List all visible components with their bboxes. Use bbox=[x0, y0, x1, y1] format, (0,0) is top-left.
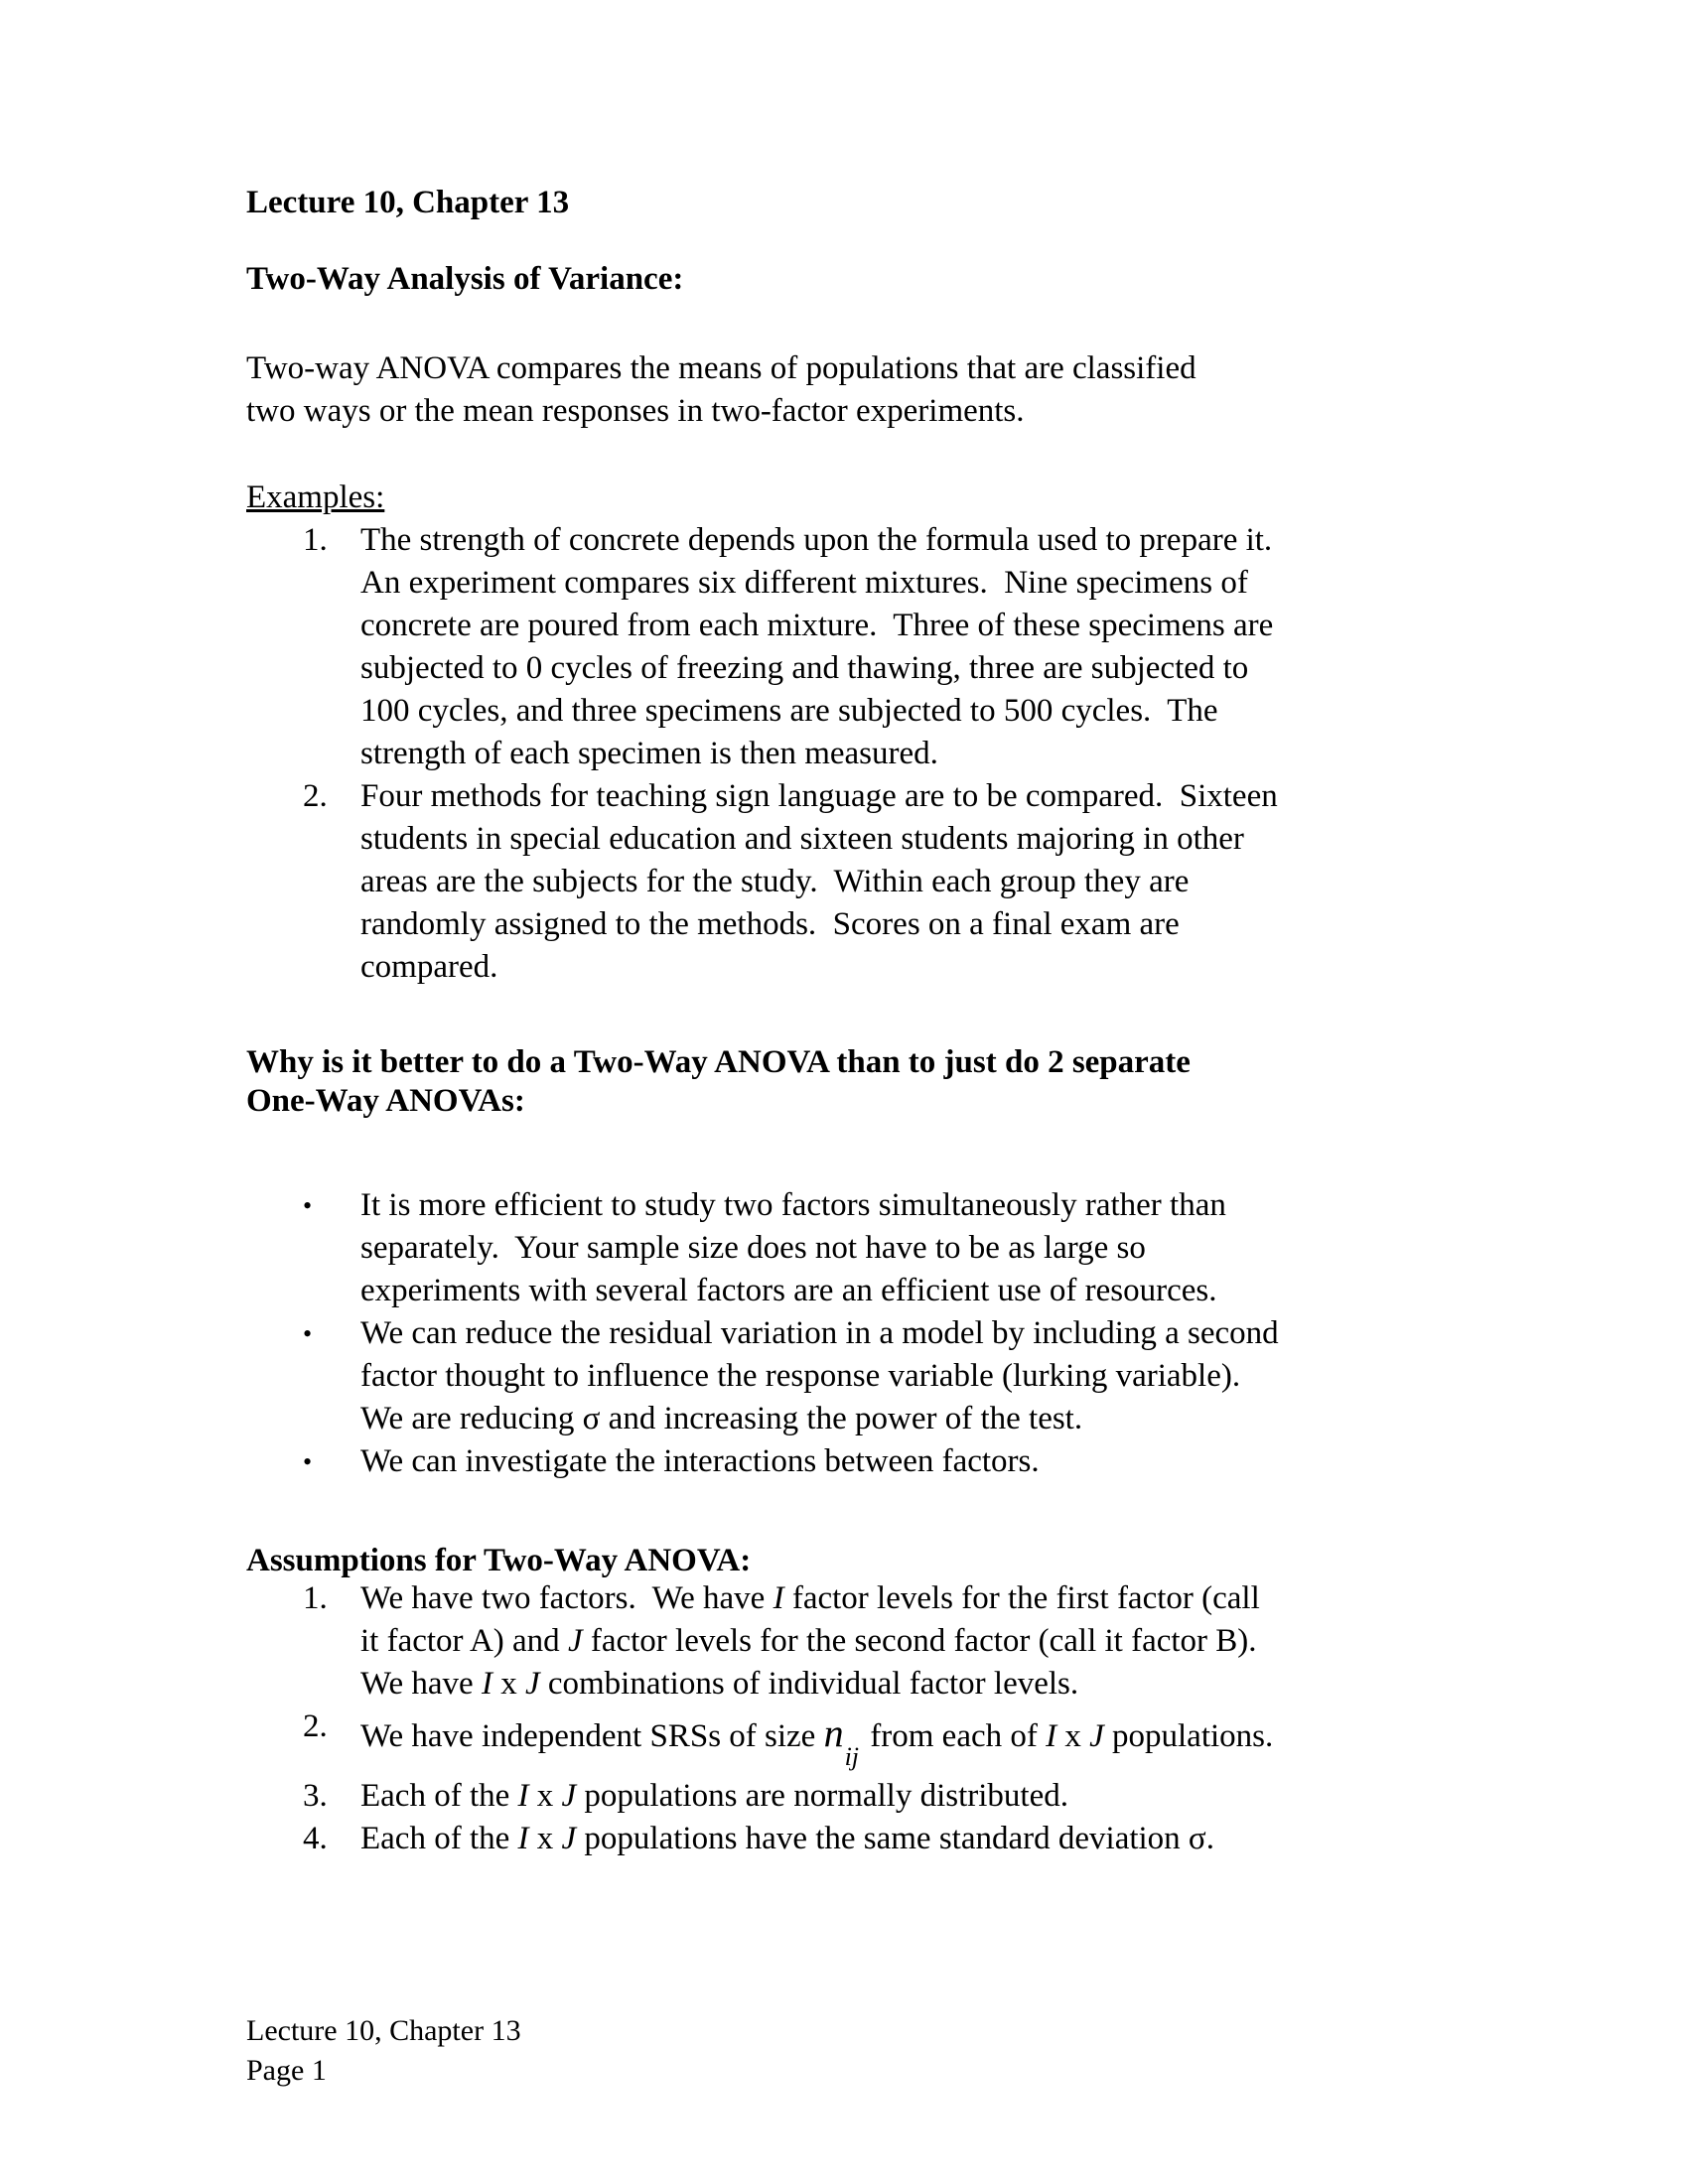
list-marker: • bbox=[303, 1447, 313, 1476]
italic-symbol: J bbox=[1089, 1718, 1104, 1754]
italic-symbol: I bbox=[517, 1778, 529, 1814]
assumptions-list bbox=[246, 1577, 1428, 1860]
italic-symbol: I bbox=[773, 1580, 784, 1616]
text-line: it factor A) and J factor levels for the second factor (call it factor B). bbox=[360, 1623, 1257, 1659]
list-item bbox=[246, 775, 1428, 989]
list-item bbox=[246, 519, 1428, 775]
page-footer bbox=[246, 2011, 521, 2091]
math-symbol-n-ij: $n_{ij}$ bbox=[823, 1710, 860, 1771]
spacer bbox=[246, 219, 1428, 263]
text-line: randomly assigned to the methods. Scores on a final exam are bbox=[360, 906, 1180, 942]
text-line: 100 cycles, and three specimens are subjected to 500 cycles. The bbox=[360, 693, 1218, 729]
examples-label: Examples: bbox=[246, 479, 385, 515]
text-line: separately. Your sample size does not have to be as large so bbox=[360, 1230, 1146, 1266]
document-body bbox=[246, 187, 1428, 1860]
footer-line-1: Lecture 10, Chapter 13 bbox=[246, 2014, 521, 2047]
list-item-text bbox=[360, 775, 1428, 989]
text-line: We can reduce the residual variation in a model by including a second bbox=[360, 1315, 1279, 1351]
text-line: An experiment compares six different mixtures. Nine specimens of bbox=[360, 565, 1248, 601]
list-item-text bbox=[360, 1312, 1428, 1440]
text-line: We have I x J combinations of individual factor levels. bbox=[360, 1666, 1079, 1702]
spacer bbox=[246, 1123, 1428, 1184]
list-item-text bbox=[360, 1184, 1428, 1312]
text-line: It is more efficient to study two factors simultaneously rather than bbox=[360, 1187, 1226, 1223]
italic-symbol: I bbox=[481, 1666, 492, 1702]
list-item-text bbox=[360, 519, 1428, 775]
text-line: experiments with several factors are an efficient use of resources. bbox=[360, 1273, 1217, 1308]
list-marker: 1. bbox=[303, 1580, 328, 1616]
why-heading-line-2: One-Way ANOVAs: bbox=[246, 1083, 525, 1119]
list-marker: • bbox=[303, 1319, 313, 1348]
italic-symbol: J bbox=[524, 1666, 540, 1702]
examples-list bbox=[246, 519, 1428, 989]
list-item bbox=[246, 1184, 1428, 1312]
text-line: We have two factors. We have I factor levels for the first factor (call bbox=[360, 1580, 1260, 1616]
list-item bbox=[246, 1312, 1428, 1440]
text-line: strength of each specimen is then measured. bbox=[360, 736, 938, 771]
list-item bbox=[246, 1440, 1428, 1483]
text-line: Four methods for teaching sign language are to be compared. Sixteen bbox=[360, 778, 1278, 814]
text-line: Each of the I x J populations have the same standard deviation σ. bbox=[360, 1821, 1214, 1856]
text-line: We can investigate the interactions between factors. bbox=[360, 1443, 1040, 1479]
intro-line-1: Two-way ANOVA compares the means of populations that are classified bbox=[246, 350, 1196, 386]
intro-paragraph bbox=[246, 347, 1428, 433]
text-line: compared. bbox=[360, 949, 498, 985]
list-marker: 2. bbox=[303, 1708, 328, 1744]
italic-symbol: J bbox=[561, 1778, 577, 1814]
spacer bbox=[246, 296, 1428, 347]
why-heading bbox=[246, 1046, 1428, 1123]
list-marker: • bbox=[303, 1191, 313, 1220]
list-item-text bbox=[360, 1775, 1428, 1818]
italic-symbol: I bbox=[517, 1821, 529, 1856]
italic-symbol: I bbox=[1046, 1718, 1057, 1754]
list-item-text bbox=[360, 1706, 1428, 1775]
text-line: The strength of concrete depends upon the formula used to prepare it. bbox=[360, 522, 1273, 558]
spacer bbox=[246, 989, 1428, 1046]
section-heading-two-way-anova: Two-Way Analysis of Variance: bbox=[246, 261, 684, 297]
text-line: We have independent SRSs of size $n_{ij}$ from each of I x J populations. bbox=[360, 1710, 1274, 1771]
list-marker: 4. bbox=[303, 1821, 328, 1856]
text-line: areas are the subjects for the study. Within each group they are bbox=[360, 864, 1190, 899]
footer-line-2: Page 1 bbox=[246, 2054, 327, 2087]
list-item bbox=[246, 1577, 1428, 1706]
list-item-text bbox=[360, 1818, 1428, 1860]
assumptions-heading: Assumptions for Two-Way ANOVA: bbox=[246, 1543, 752, 1578]
italic-symbol: J bbox=[561, 1821, 577, 1856]
text-line: students in special education and sixteen students majoring in other bbox=[360, 821, 1244, 857]
list-item bbox=[246, 1775, 1428, 1818]
list-item-text bbox=[360, 1440, 1428, 1483]
why-bullets-list bbox=[246, 1184, 1428, 1483]
subscript: ij bbox=[844, 1742, 860, 1771]
text-line: We are reducing σ and increasing the power of the test. bbox=[360, 1401, 1083, 1436]
intro-line-2: two ways or the mean responses in two-factor experiments. bbox=[246, 393, 1025, 429]
list-item-text bbox=[360, 1577, 1428, 1706]
italic-symbol: J bbox=[567, 1623, 583, 1659]
text-line: concrete are poured from each mixture. Three of these specimens are bbox=[360, 608, 1274, 643]
list-marker: 2. bbox=[303, 778, 328, 814]
list-item bbox=[246, 1706, 1428, 1775]
page-title: Lecture 10, Chapter 13 bbox=[246, 185, 570, 220]
spacer bbox=[246, 1483, 1428, 1545]
text-line: factor thought to influence the response variable (lurking variable). bbox=[360, 1358, 1241, 1394]
list-marker: 3. bbox=[303, 1778, 328, 1814]
list-marker: 1. bbox=[303, 522, 328, 558]
text-line: Each of the I x J populations are normally distributed. bbox=[360, 1778, 1068, 1814]
why-heading-line-1: Why is it better to do a Two-Way ANOVA than to just do 2 separate bbox=[246, 1044, 1191, 1080]
text-line: subjected to 0 cycles of freezing and thawing, three are subjected to bbox=[360, 650, 1249, 686]
list-item bbox=[246, 1818, 1428, 1860]
spacer bbox=[246, 433, 1428, 477]
